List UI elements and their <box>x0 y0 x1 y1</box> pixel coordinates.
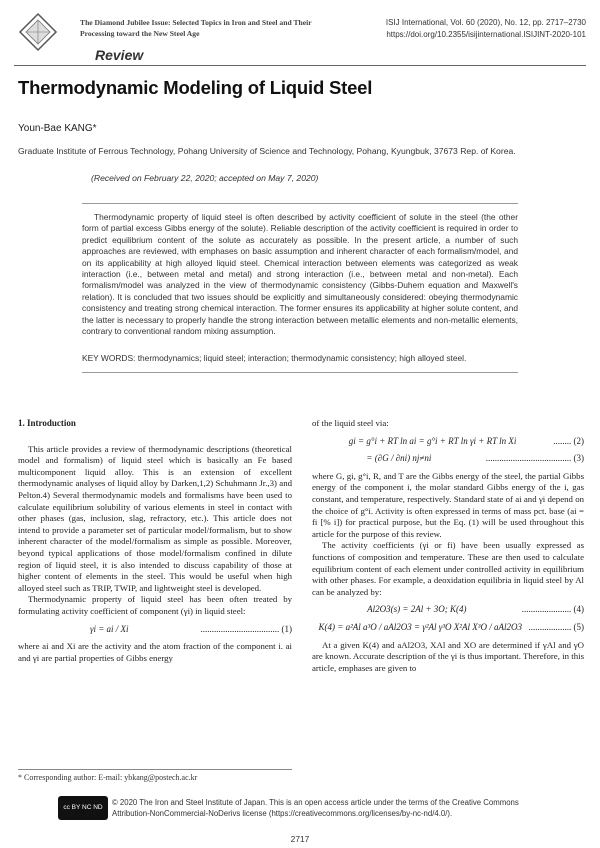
equation-4 <box>312 604 584 616</box>
intro-paragraph-3: where ai and Xi are the activity and the atom fraction of the component i. ai and γi are partial properties of Gibbs energy <box>18 641 292 663</box>
section-label: Review <box>95 47 144 63</box>
article-title: Thermodynamic Modeling of Liquid Steel <box>18 77 373 98</box>
equation-2-body: gi = g°i + RT ln ai = g°i + RT ln γi + RT ln Xi <box>348 435 517 446</box>
cc-license-badge: cc BY NC ND <box>58 796 108 820</box>
page-number: 2717 <box>290 834 310 844</box>
abstract-top-rule <box>82 203 518 204</box>
affiliation: Graduate Institute of Ferrous Technology, Pohang University of Science and Technology, Pohang, Kyungbuk, 37673 Rep. of Korea. <box>18 146 516 156</box>
equation-1 <box>18 624 292 636</box>
equation-3-body: = (∂G / ∂ni) nj≠ni <box>366 453 432 464</box>
received-date: (Received on February 22, 2020; accepted on May 7, 2020) <box>91 173 319 183</box>
equation-2 <box>312 436 584 448</box>
header-divider <box>14 65 586 66</box>
keywords: KEY WORDS: thermodynamics; liquid steel; interaction; thermodynamic consistency; high alloyed steel. <box>82 353 467 363</box>
right-column <box>312 418 584 674</box>
equation-1-body: γi = ai / Xi <box>89 623 129 634</box>
right-paragraph-2: The activity coefficients (γi or fi) have been usually expressed as functions of composition and temperature. These are then used to calculate equilibrium content of each element under controlled activity in equilibrium with other phases. For example, a deoxidation equilibria in liquid steel by Al can be analyzed by: <box>312 540 584 597</box>
equation-1-number: ................................... (1) <box>200 623 292 634</box>
corresponding-author-footnote: * Corresponding author: E-mail: ybkang@postech.ac.kr <box>18 769 292 782</box>
right-lead: of the liquid steel via: <box>312 418 389 428</box>
intro-paragraph-1: This article provides a review of thermodynamic descriptions (theoretical model and formalism) of liquid steel which is basically an Fe based multicomponent liquid alloy. This is an extension of excellent thermodynamic analyses of liquid alloy by Darken,1,2) Schuhmann Jr.,3) and Pelton.4) Several thermodynamic models and formalisms have been used to calculate equilibrium solubility of various elements in steel in contact with other phases (gas, inclusion, slag, refractory, etc.). This article does not intend to provide a parameter set of particular model/formalism, but to show inherent character of the model/formalism as simple as possible. Moreover, beyond typical applications of those model/formalism confined in dilute region of liquid steel, it is also intended to discuss capability of those at higher content of elements in the steel. This would be useful when high alloyed steel such as TRIP, TWIP, and lightweight steel is developed. <box>18 443 292 593</box>
abstract: Thermodynamic property of liquid steel is often described by activity coefficient of solute in the steel (the other form of partial excess Gibbs energy of the solute). Reliable description of the activity coefficient is required in order to predict equilibrium content of the solute as accurately as possible. In the present article, a number of such approaches are reviewed, with emphases on basic assumption and inherent character of each formalism/model, and on its applicability at high alloyed liquid steel. Chemical interaction between elements was categorized as weak interaction (i.e., between metal and metal) and strong interaction (i.e., between metal and non-metal). Each formalism/model was analyzed in the view of thermodynamic consistency (Gibbs-Duhem equation and Maxwell's relation). It is concluded that two issues should be explicitly and simultaneously considered: obeying thermodynamic consistency and treating strong chemical interaction. The former ensures its applicability at higher solute content, and the latter is necessary to properly handle the strong interaction between metallic elements and non-metallic elements, contrary to conventional random mixing assumption. <box>82 212 518 337</box>
equation-3 <box>312 453 584 465</box>
intro-paragraph-2: Thermodynamic property of liquid steel has been often treated by formulating activity coefficient of component (γi) in liquid steel: <box>18 594 292 616</box>
equation-3-number: ...................................... (3) <box>485 453 584 464</box>
right-paragraph-3: At a given K(4) and aAl2O3, XAl and XO are determined if γAl and γO are known. Accurate description of the γi is thus important. Therefore, in this article, emphases are given to <box>312 639 584 673</box>
equation-5 <box>312 622 584 634</box>
left-column <box>18 418 292 664</box>
journal-issue-title: The Diamond Jubilee Issue: Selected Topics in Iron and Steel and Their Processing toward the New Steel Age <box>80 18 312 38</box>
license-text: © 2020 The Iron and Steel Institute of Japan. This is an open access article under the terms of the Creative Commons Attribution-NonCommercial-NoDerivs license (https://creativecommons.org/licenses/by-nc-nd/4.0/). <box>112 798 519 818</box>
citation: ISIJ International, Vol. 60 (2020), No. 12, pp. 2717–2730 <box>385 18 586 27</box>
author-name: Youn-Bae KANG* <box>18 123 97 134</box>
equation-4-body: Al2O3(s) = 2Al + 3O; K(4) <box>367 604 467 615</box>
equation-5-body: K(4) = a²Al a³O / aAl2O3 = γ²Al γ³O X²Al X³O / aAl2O3 <box>318 621 522 632</box>
equation-4-number: ...................... (4) <box>521 604 584 615</box>
doi-link[interactable]: https://doi.org/10.2355/isijinternational.ISIJINT-2020-101 <box>386 29 586 39</box>
isij-diamond-logo-icon <box>18 12 58 52</box>
section-heading: 1. Introduction <box>18 418 76 428</box>
right-paragraph-1: where G, gi, g°i, R, and T are the Gibbs energy of the steel, the partial Gibbs energy of the component i, the molar standard Gibbs energy of the i, gas constant, and temperature, respectively. Standard state of ai and γi depend on the choice of g°i. Activity is often expressed in terms of mass pct. base (ai = fi [% i]) for practical purpose, but the Eq. (1) will be used throughout this article for the purpose of this review. <box>312 470 584 539</box>
equation-5-number: ................... (5) <box>528 621 584 632</box>
citation-block <box>386 17 586 40</box>
equation-2-number: ........ (2) <box>553 435 584 446</box>
abstract-bottom-rule <box>82 372 518 373</box>
